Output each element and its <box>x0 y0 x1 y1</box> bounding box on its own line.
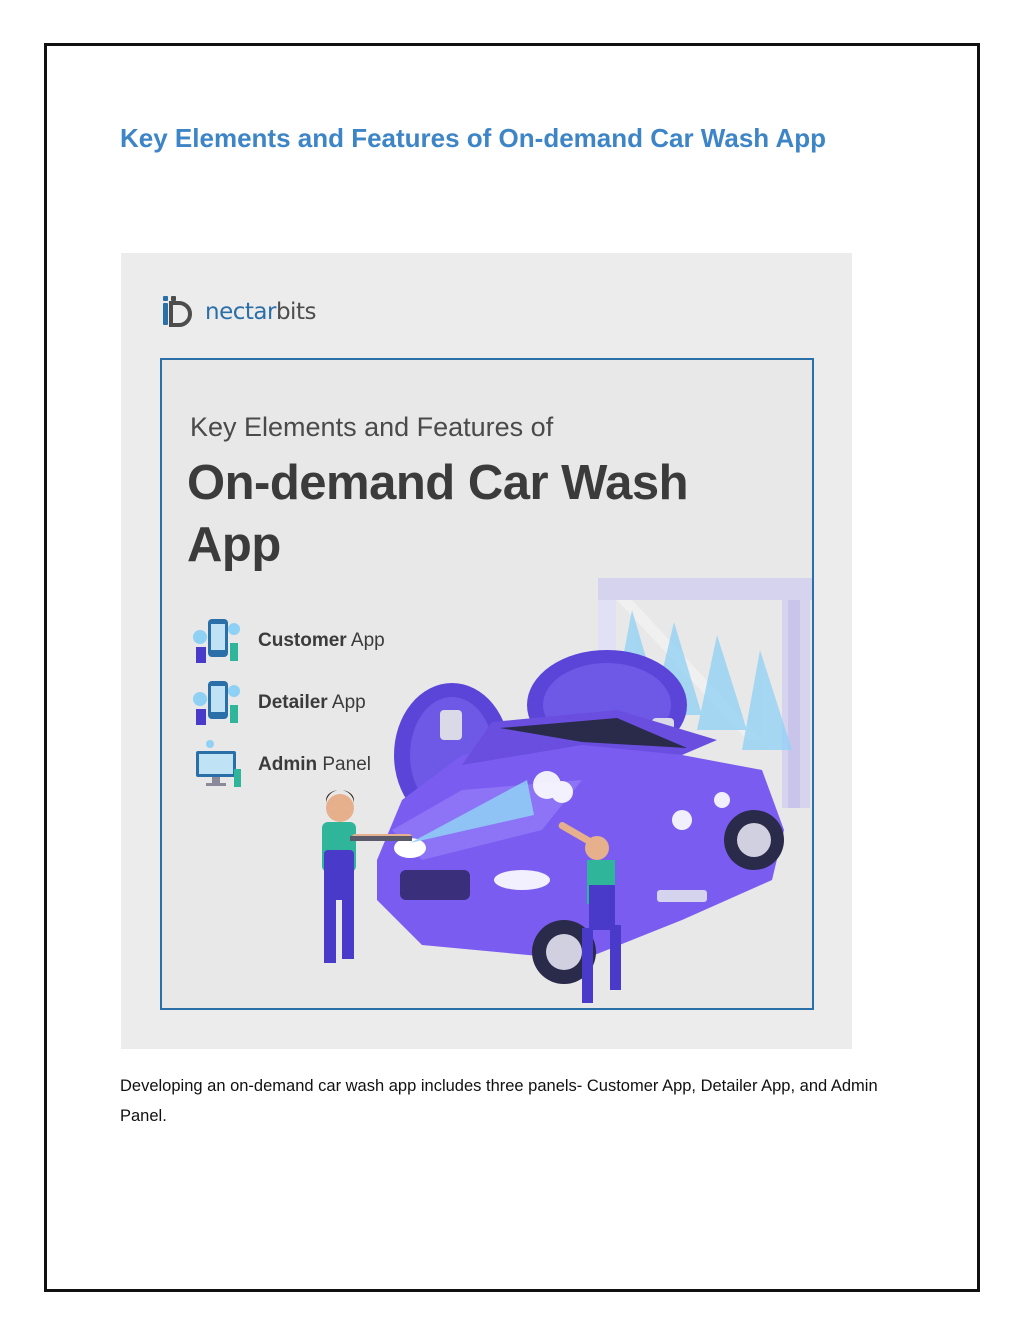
banner-headline-line2: App <box>187 518 281 572</box>
feature-label: Admin Panel <box>258 754 371 775</box>
nectarbits-logo <box>161 295 316 329</box>
banner-card <box>160 358 814 1010</box>
mobile-app-icon <box>190 615 244 667</box>
feature-label: Customer App <box>258 630 385 651</box>
nectarbits-logo-icon <box>161 295 199 329</box>
feature-label: Detailer App <box>258 692 366 713</box>
banner-headline <box>187 452 688 576</box>
banner-kicker: Key Elements and Features of <box>190 412 554 442</box>
body-paragraph: Developing an on-demand car wash app includes three panels- Customer App, Detailer App, and Admin Panel. <box>120 1077 878 1125</box>
admin-dashboard-icon <box>190 739 244 791</box>
logo-wordmark-part-b: bits <box>275 299 316 325</box>
floor-nozzle <box>657 890 707 902</box>
feature-list <box>190 610 385 796</box>
banner-headline-line1: On-demand Car Wash <box>187 456 689 510</box>
feature-admin-panel <box>190 734 385 796</box>
document-title: Key Elements and Features of On-demand Car Wash App <box>120 123 826 153</box>
logo-wordmark <box>205 299 316 325</box>
mobile-app-icon <box>190 677 244 729</box>
logo-wordmark-part-a: nectar <box>205 299 276 325</box>
feature-customer-app <box>190 610 385 672</box>
banner-image <box>121 253 852 1049</box>
feature-detailer-app <box>190 672 385 734</box>
